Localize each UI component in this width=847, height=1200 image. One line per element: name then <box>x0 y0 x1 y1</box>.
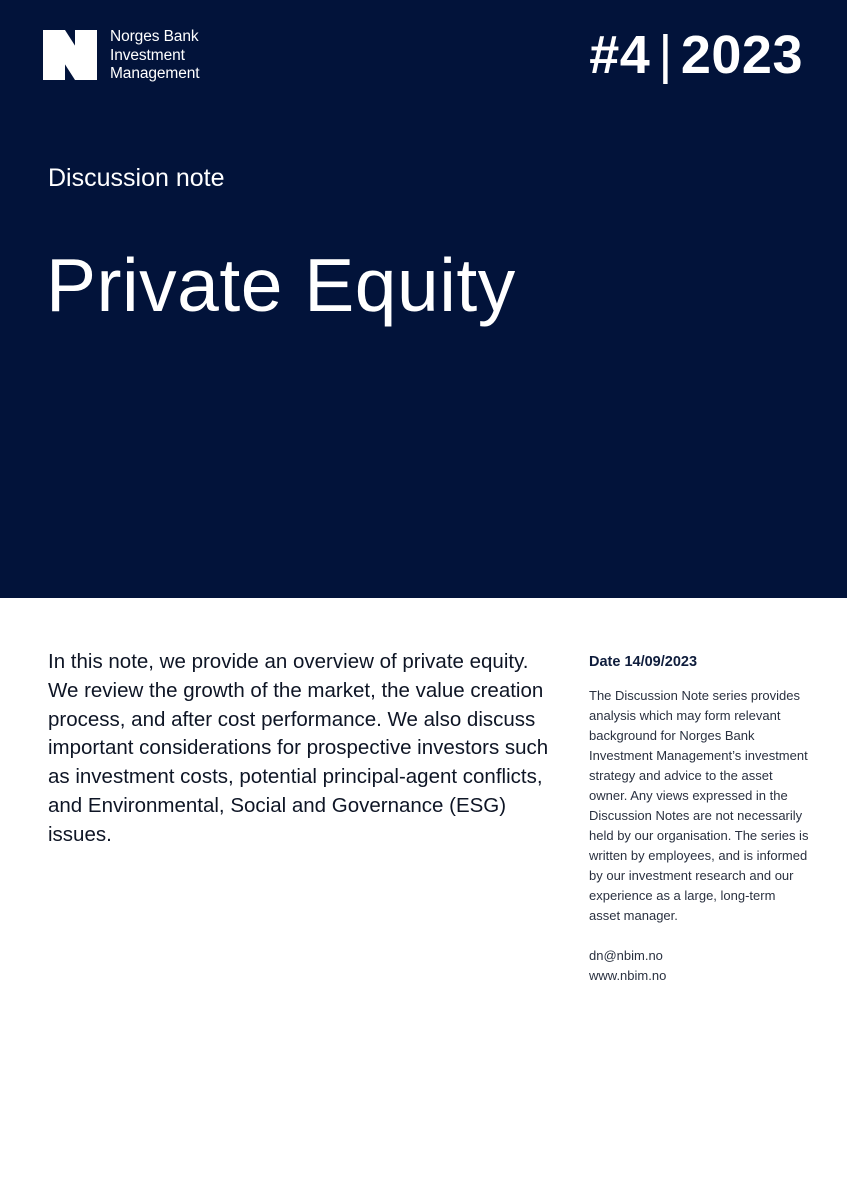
issue-separator: | <box>658 25 673 85</box>
org-name <box>110 28 199 84</box>
nbim-logo <box>43 30 233 86</box>
website-link: www.nbim.no <box>589 968 667 983</box>
issue-year: 2023 <box>680 25 803 85</box>
summary-paragraph: In this note, we provide an overview of private equity. We review the growth of the market, the value creation process, and after cost performance. We also discuss important considerations for prospective investors such as investment costs, potential principal-agent conflicts, and Environmental, Social and Governance (ESG) issues. <box>48 650 549 846</box>
series-description: The Discussion Note series provides analysis which may form relevant background for Norges Bank Investment Management’s investment strategy and advice to the asset owner. Any views expressed in the Discussion Notes are not necessarily held by our organisation. The series is written by employees, and is informed by our investment research and our experience as a large, long-term asset manager. <box>589 688 809 923</box>
publication-date: Date 14/09/2023 <box>589 654 698 670</box>
issue-number: #4 <box>589 25 651 85</box>
org-name-line: Management <box>110 65 200 82</box>
org-name-line: Norges Bank <box>110 28 199 45</box>
page-title: Private Equity <box>46 243 516 327</box>
document-type: Discussion note <box>48 164 225 192</box>
issue-label <box>589 24 803 86</box>
cover-header <box>0 0 847 598</box>
sidebar <box>589 652 809 986</box>
nbim-n-logo-icon <box>43 30 97 80</box>
contact-email: dn@nbim.no <box>589 948 663 963</box>
org-name-line: Investment <box>110 46 185 64</box>
contact-info <box>589 946 809 986</box>
